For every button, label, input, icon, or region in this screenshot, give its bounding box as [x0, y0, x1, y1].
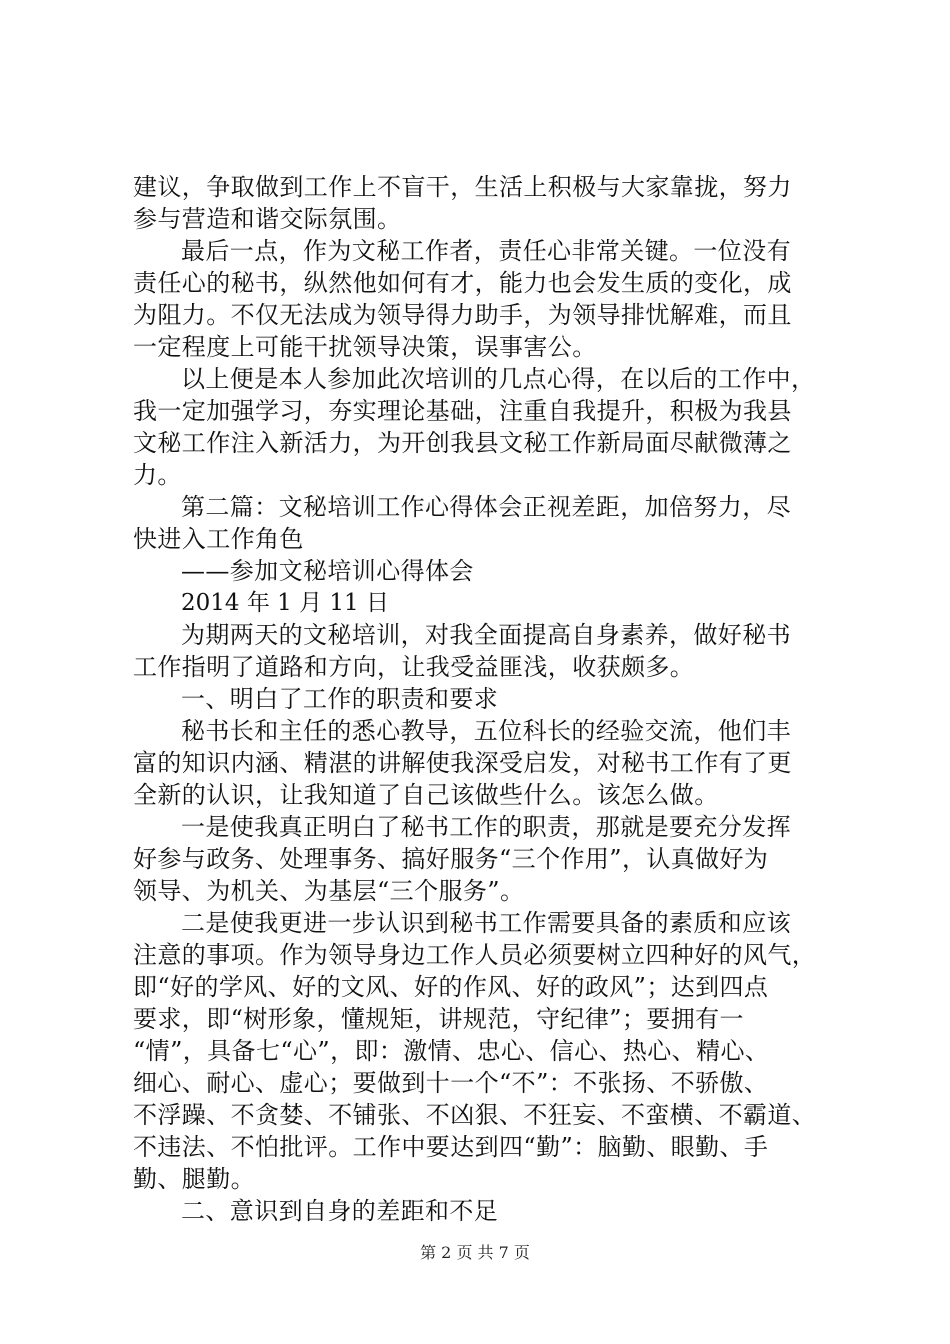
text-line: 富的知识内涵、精湛的讲解使我深受启发，对秘书工作有了更 — [133, 749, 792, 777]
text-line: 一是使我真正明白了秘书工作的职责，那就是要充分发挥 — [181, 813, 791, 841]
text-line: 好参与政务、处理事务、搞好服务“三个作用”，认真做好为 — [133, 845, 769, 873]
text-line: 力。 — [133, 461, 182, 489]
text-line: 全新的认识，让我知道了自己该做些什么。该怎么做。 — [133, 781, 719, 809]
text-line: 文秘工作注入新活力，为开创我县文秘工作新局面尽献微薄之 — [133, 429, 792, 457]
text-line: 以上便是本人参加此次培训的几点心得，在以后的工作中， — [181, 365, 816, 393]
text-line: 为阻力。不仅无法成为领导得力助手，为领导排忧解难，而且 — [133, 301, 792, 329]
text-line: 为期两天的文秘培训，对我全面提高自身素养，做好秘书 — [181, 621, 791, 649]
text-line: 不违法、不怕批评。工作中要达到四“勤”：脑勤、眼勤、手 — [133, 1133, 769, 1161]
text-line: 秘书长和主任的悉心教导，五位科长的经验交流，他们丰 — [181, 717, 791, 745]
text-line: 要求，即“树形象，懂规矩，讲规范，守纪律”；要拥有一 — [133, 1005, 744, 1033]
text-line: 一定程度上可能干扰领导决策，误事害公。 — [133, 333, 597, 361]
body-text — [133, 171, 833, 1227]
text-line: 我一定加强学习，夯实理论基础，注重自我提升，积极为我县 — [133, 397, 792, 425]
text-line: 领导、为机关、为基层“三个服务”。 — [133, 877, 525, 905]
text-line: 建议，争取做到工作上不盲干，生活上积极与大家靠拢，努力 — [133, 173, 792, 201]
text-line: 工作指明了道路和方向，让我受益匪浅，收获颇多。 — [133, 653, 695, 681]
subtitle: ——参加文秘培训心得体会 — [181, 557, 474, 585]
section-heading: 第二篇：文秘培训工作心得体会正视差距，加倍努力，尽 — [181, 493, 791, 521]
text-line: 勤、腿勤。 — [133, 1165, 255, 1193]
text-line: 即“好的学风、好的文风、好的作风、好的政风”；达到四点 — [133, 973, 769, 1001]
text-line: 不浮躁、不贪婪、不铺张、不凶狠、不狂妄、不蛮横、不霸道、 — [133, 1101, 817, 1129]
text-line: 二是使我更进一步认识到秘书工作需要具备的素质和应该 — [181, 909, 791, 937]
page-footer: 第 2 页 共 7 页 — [420, 1243, 530, 1262]
text-line: 责任心的秘书，纵然他如何有才，能力也会发生质的变化，成 — [133, 269, 792, 297]
text-line: “情”，具备七“心”，即：激情、忠心、信心、热心、精心、 — [133, 1037, 770, 1065]
date-line: 2014 年 1 月 11 日 — [181, 590, 389, 616]
text-line: 细心、耐心、虚心；要做到十一个“不”：不张扬、不骄傲、 — [133, 1069, 769, 1097]
subheading: 二、意识到自身的差距和不足 — [181, 1197, 499, 1225]
section-heading: 快进入工作角色 — [133, 525, 304, 553]
subheading: 一、明白了工作的职责和要求 — [181, 685, 499, 713]
text-line: 参与营造和谐交际氛围。 — [133, 205, 402, 233]
text-line: 最后一点，作为文秘工作者，责任心非常关键。一位没有 — [181, 237, 791, 265]
text-line: 注意的事项。作为领导身边工作人员必须要树立四种好的风气， — [133, 941, 817, 969]
